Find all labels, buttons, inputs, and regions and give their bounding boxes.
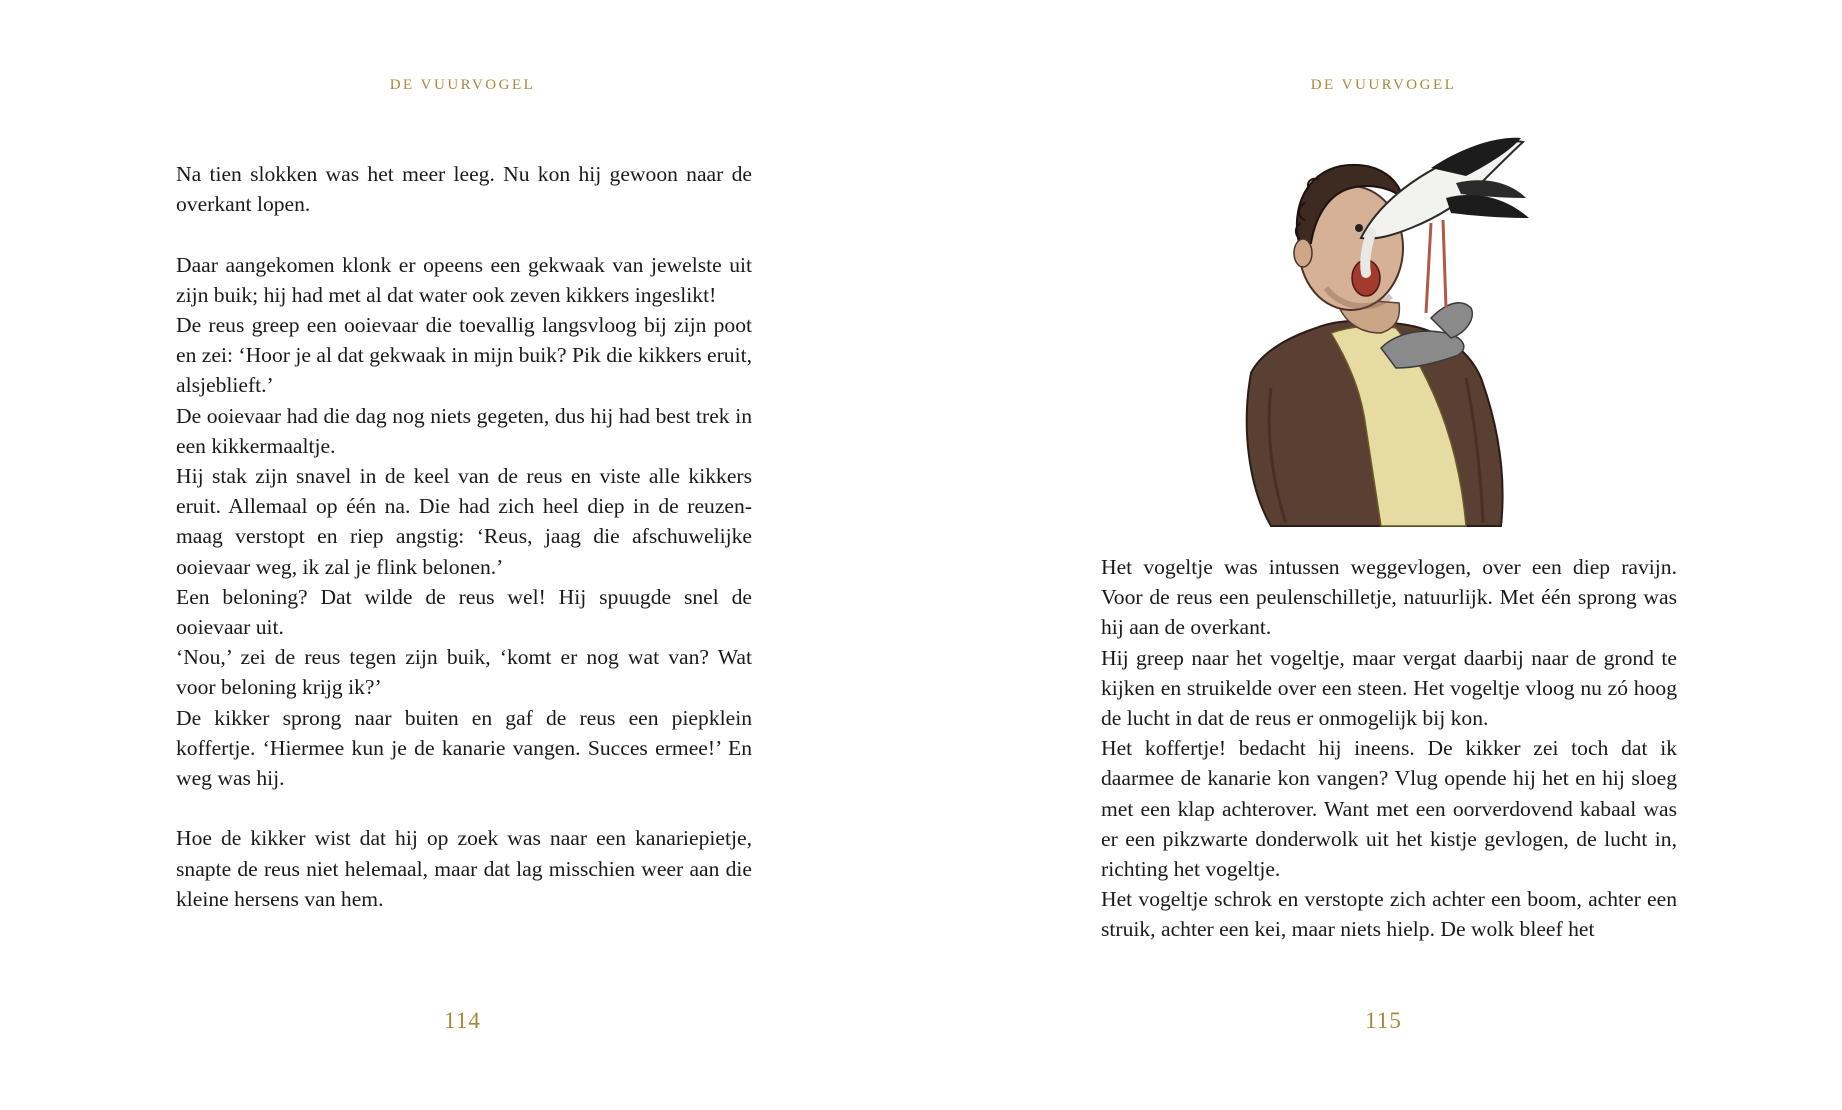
paragraph: Het vogeltje schrok en verstopte zich achter een boom, achter een struik, achter een kei, maar niets hielp. De wolk bleef het <box>1101 887 1677 942</box>
running-head-right: DE VUURVOGEL <box>1310 77 1457 93</box>
paragraph: Hij greep naar het vogeltje, maar vergat daarbij naar de grond te kijken en struikelde over een steen. Het vogeltje vloog nu zó hoog de lucht in dat de reus er onmogelijk bij kon. <box>1101 645 1677 731</box>
right-page <box>921 0 1842 1110</box>
left-text-block <box>176 159 752 914</box>
paragraph: De kikker sprong naar buiten en gaf de reus een piepklein koffertje. ‘Hiermee kun je de kanarie vangen. Succes ermee!’ En weg was hij. <box>176 705 752 791</box>
paragraph: Een beloning? Dat wilde de reus wel! Hij spuugde snel de ooievaar uit. <box>176 584 752 640</box>
paragraph: Het vogeltje was intussen weggevlogen, over een diep ravijn. Voor de reus een peulenschilletje, natuurlijk. Met één sprong was hij aan de overkant. <box>1101 555 1677 640</box>
page-number-left: 114 <box>444 1008 481 1033</box>
paragraph: ‘Nou,’ zei de reus tegen zijn buik, ‘komt er nog wat van? Wat voor beloning krijg ik?’ <box>176 645 752 700</box>
running-head-left: DE VUURVOGEL <box>389 77 536 93</box>
paragraph: Hij stak zijn snavel in de keel van de reus en viste alle kikkers eruit. Allemaal op één na. Die had zich heel diep in de reuzenmaag verstopt en riep angstig: ‘Reus, jaag die afschuwelijke ooievaar weg, ik zal je flink belonen.’ <box>176 464 752 579</box>
right-text-block <box>1101 552 1677 945</box>
paragraph: Daar aangekomen klonk er opeens een gekwaak van jewelste uit zijn buik; hij had met al dat water ook zeven kikkers ingeslikt! <box>176 252 752 307</box>
paragraph: Hoe de kikker wist dat hij op zoek was naar een kanariepietje, snapte de reus niet helemaal, maar dat lag misschien weer aan die kleine hersens van hem. <box>176 826 752 911</box>
paragraph: De reus greep een ooievaar die toevallig langsvloog bij zijn poot en zei: ‘Hoor je al dat gekwaak in mijn buik? Pik die kikkers eruit, alsjeblieft.’ <box>176 313 752 398</box>
paragraph: Na tien slokken was het meer leeg. Nu kon hij gewoon naar de overkant lopen. <box>176 162 752 217</box>
paragraph: Het koffertje! bedacht hij ineens. De kikker zei toch dat ik daarmee de kanarie kon vangen? Vlug opende hij het en hij sloeg met een klap achterover. Want met een oorverdovend kabaal was er een pikzwarte donderwolk uit het kistje gevlogen, de lucht in, richting het vogeltje. <box>1101 736 1677 882</box>
page-number-right: 115 <box>1365 1008 1402 1033</box>
paragraph: De ooievaar had die dag nog niets gegeten, dus hij had best trek in een kikkermaaltje. <box>176 403 752 458</box>
giant-and-stork-illustration <box>1231 128 1531 528</box>
